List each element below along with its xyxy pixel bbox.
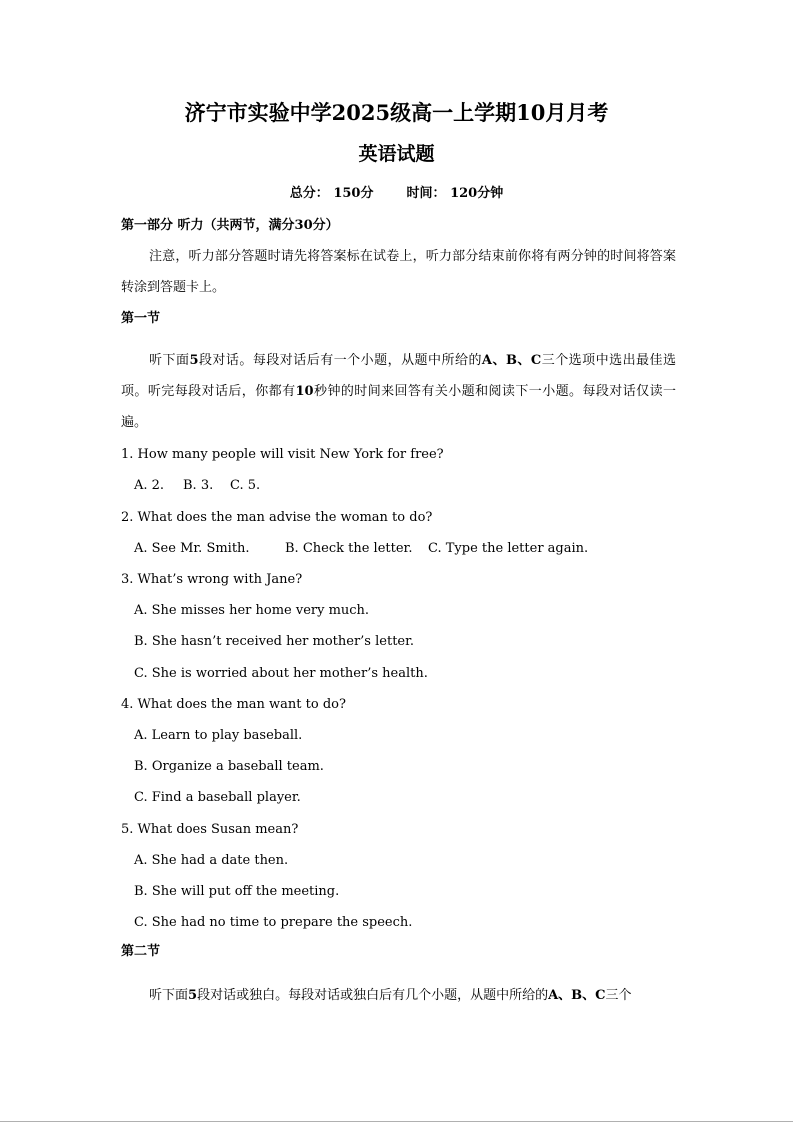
section1-intro-a: 听下面 <box>149 353 190 368</box>
section2-heading: 第二节 <box>121 944 161 959</box>
section2-intro-c: 段对话或独白。每段对话或独白后有几个小题，从题中所给的 <box>197 988 549 1003</box>
option-a: A. See Mr. Smith. <box>134 541 250 556</box>
question-stem: 4. What does the man want to do? <box>121 697 346 712</box>
option-c: C. She had no time to prepare the speech. <box>134 915 413 930</box>
exam-title: 济宁市实验中学2025级高一上学期10月月考 <box>184 100 609 125</box>
option-c: C. Type the letter again. <box>428 541 589 556</box>
question-stem: 3. What’s wrong with Jane? <box>121 572 303 587</box>
section1-intro-g: 秒钟的时间来回答有关小题和阅读下一小题。每段对话仅读一遍。 <box>121 384 676 430</box>
question-stem: 1. How many people will visit New York for free? <box>121 447 444 462</box>
option-b: B. She will put off the meeting. <box>134 884 340 899</box>
option-a: A. She had a date then. <box>134 853 289 868</box>
option-a: A. 2. <box>134 478 165 493</box>
section2-intro-e: 三个 <box>605 988 632 1003</box>
option-c: C. She is worried about her mother’s health. <box>134 666 428 681</box>
option-b: B. Organize a baseball team. <box>134 759 324 774</box>
question-options <box>134 541 588 557</box>
exam-subtitle: 英语试题 <box>358 143 435 165</box>
section1-intro-e: 三个选项中选出最佳选项。听完每段对话后，你都有 <box>121 353 676 399</box>
option-b: B. She hasn’t received her mother’s letter. <box>134 634 415 649</box>
option-b: B. 3. <box>183 478 214 493</box>
time-label: 时间： <box>406 186 446 201</box>
section2-intro-count: 5 <box>188 988 198 1003</box>
total-value: 150分 <box>333 186 374 201</box>
option-c: C. 5. <box>230 478 261 493</box>
section1-intro-count: 5 <box>189 353 199 368</box>
part1-heading: 第一部分 听力（共两节，满分30分） <box>121 218 339 233</box>
section1-intro <box>121 345 676 438</box>
section1-heading: 第一节 <box>121 311 161 326</box>
section2-intro <box>121 980 676 1011</box>
question-stem: 2. What does the man advise the woman to do? <box>121 510 433 525</box>
section1-intro-options: A、B、C <box>481 353 542 368</box>
section1-intro-seconds: 10 <box>295 384 314 399</box>
question-stem: 5. What does Susan mean? <box>121 822 299 837</box>
option-a: A. Learn to play baseball. <box>134 728 303 743</box>
option-c: C. Find a baseball player. <box>134 790 301 805</box>
question-options <box>134 478 260 494</box>
section1-intro-c: 段对话。每段对话后有一个小题，从题中所给的 <box>198 353 482 368</box>
option-a: A. She misses her home very much. <box>134 603 370 618</box>
section2-intro-options: A、B、C <box>548 988 606 1003</box>
section2-intro-a: 听下面 <box>149 988 189 1003</box>
part1-note: 注意，听力部分答题时请先将答案标在试卷上，听力部分结束前你将有两分钟的时间将答案转涂到答题卡上。 <box>121 249 676 295</box>
time-value: 120分钟 <box>450 186 504 201</box>
option-b: B. Check the letter. <box>285 541 413 556</box>
total-label: 总分： <box>289 186 329 201</box>
exam-meta <box>0 185 793 203</box>
